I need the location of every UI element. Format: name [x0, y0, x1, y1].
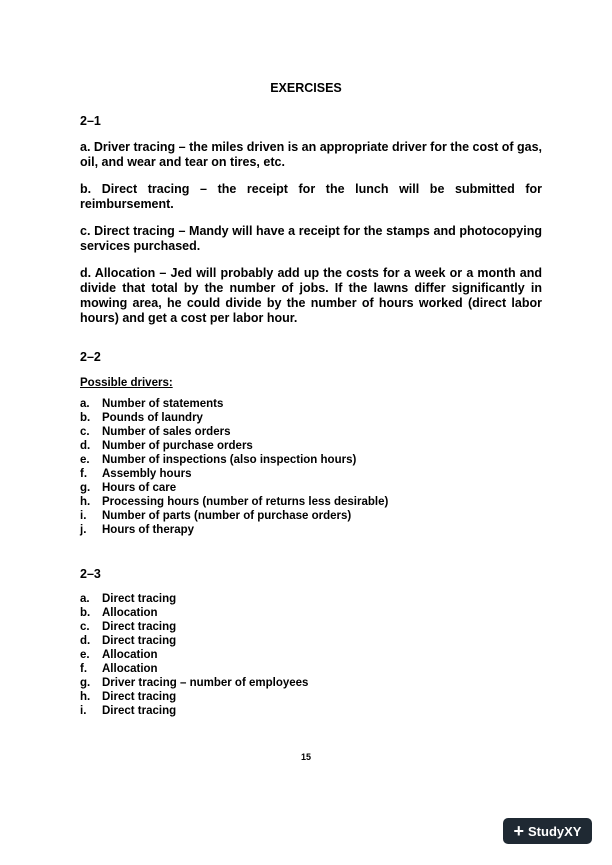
list-item	[80, 620, 308, 634]
item-letter: a.	[80, 593, 90, 605]
item-text: Allocation	[102, 607, 158, 619]
answer-paragraph: d. Allocation – Jed will probably add up the costs for a week or a month and divide that total by the number of jobs. If the lawns differ significantly in mowing area, he could divide by the number of hours worked (direct labor hours) and get a cost per labor hour.	[80, 266, 542, 325]
item-letter: e.	[80, 649, 90, 661]
item-text: Number of parts (number of purchase orders)	[102, 510, 352, 522]
section-heading-2-3: 2–3	[80, 567, 101, 581]
answer-paragraph: c. Direct tracing – Mandy will have a receipt for the stamps and photocopying services purchased.	[80, 224, 542, 253]
item-text: Processing hours (number of returns less desirable)	[102, 496, 389, 508]
item-letter: e.	[80, 454, 90, 466]
item-text: Allocation	[102, 663, 158, 675]
item-letter: g.	[80, 482, 91, 494]
list-item	[80, 634, 308, 648]
item-text: Direct tracing	[102, 691, 177, 703]
section-heading-2-1: 2–1	[80, 114, 101, 128]
list-item	[80, 481, 388, 495]
list-item	[80, 704, 308, 718]
item-letter: d.	[80, 635, 91, 647]
list-item	[80, 523, 388, 537]
item-text: Direct tracing	[102, 593, 177, 605]
page-title: EXERCISES	[270, 81, 342, 95]
item-text: Number of purchase orders	[102, 440, 253, 452]
answer-paragraph: b. Direct tracing – the receipt for the lunch will be submitted for reimbursement.	[80, 182, 542, 211]
list-item	[80, 592, 308, 606]
item-letter: g.	[80, 677, 91, 689]
section-heading-2-2: 2–2	[80, 350, 101, 364]
list-item	[80, 439, 388, 453]
plus-icon: +	[513, 821, 525, 841]
item-text: Direct tracing	[102, 635, 177, 647]
item-letter: b.	[80, 412, 91, 424]
item-letter: j.	[80, 524, 87, 536]
item-letter: f.	[80, 663, 88, 675]
answer-paragraph: a. Driver tracing – the miles driven is an appropriate driver for the cost of gas, oil, and wear and tear on tires, etc.	[80, 140, 542, 169]
list-item	[80, 690, 308, 704]
item-letter: i.	[80, 705, 87, 717]
item-text: Assembly hours	[102, 468, 192, 480]
item-text: Number of statements	[102, 398, 224, 410]
drivers-list	[80, 397, 388, 537]
item-text: Direct tracing	[102, 621, 177, 633]
item-letter: i.	[80, 510, 87, 522]
page-number: 15	[300, 752, 311, 762]
item-text: Number of sales orders	[102, 426, 231, 438]
item-text: Hours of therapy	[102, 524, 195, 536]
possible-drivers-subheading: Possible drivers:	[80, 377, 173, 389]
answers-list	[80, 592, 308, 718]
list-item	[80, 467, 388, 481]
item-letter: d.	[80, 440, 91, 452]
item-letter: c.	[80, 621, 90, 633]
studyxy-logo[interactable]	[503, 818, 592, 844]
list-item	[80, 648, 308, 662]
item-text: Pounds of laundry	[102, 412, 203, 424]
list-item	[80, 411, 388, 425]
item-text: Hours of care	[102, 482, 177, 494]
item-letter: b.	[80, 607, 91, 619]
list-item	[80, 495, 388, 509]
item-text: Number of inspections (also inspection hours)	[102, 454, 357, 466]
item-letter: h.	[80, 691, 91, 703]
list-item	[80, 662, 308, 676]
list-item	[80, 509, 388, 523]
item-letter: h.	[80, 496, 91, 508]
list-item	[80, 676, 308, 690]
item-text: Driver tracing – number of employees	[102, 677, 309, 689]
item-letter: a.	[80, 398, 90, 410]
item-text: Direct tracing	[102, 705, 177, 717]
item-letter: f.	[80, 468, 88, 480]
item-letter: c.	[80, 426, 90, 438]
logo-text: StudyXY	[528, 823, 582, 839]
list-item	[80, 453, 388, 467]
list-item	[80, 606, 308, 620]
item-text: Allocation	[102, 649, 158, 661]
list-item	[80, 397, 388, 411]
list-item	[80, 425, 388, 439]
